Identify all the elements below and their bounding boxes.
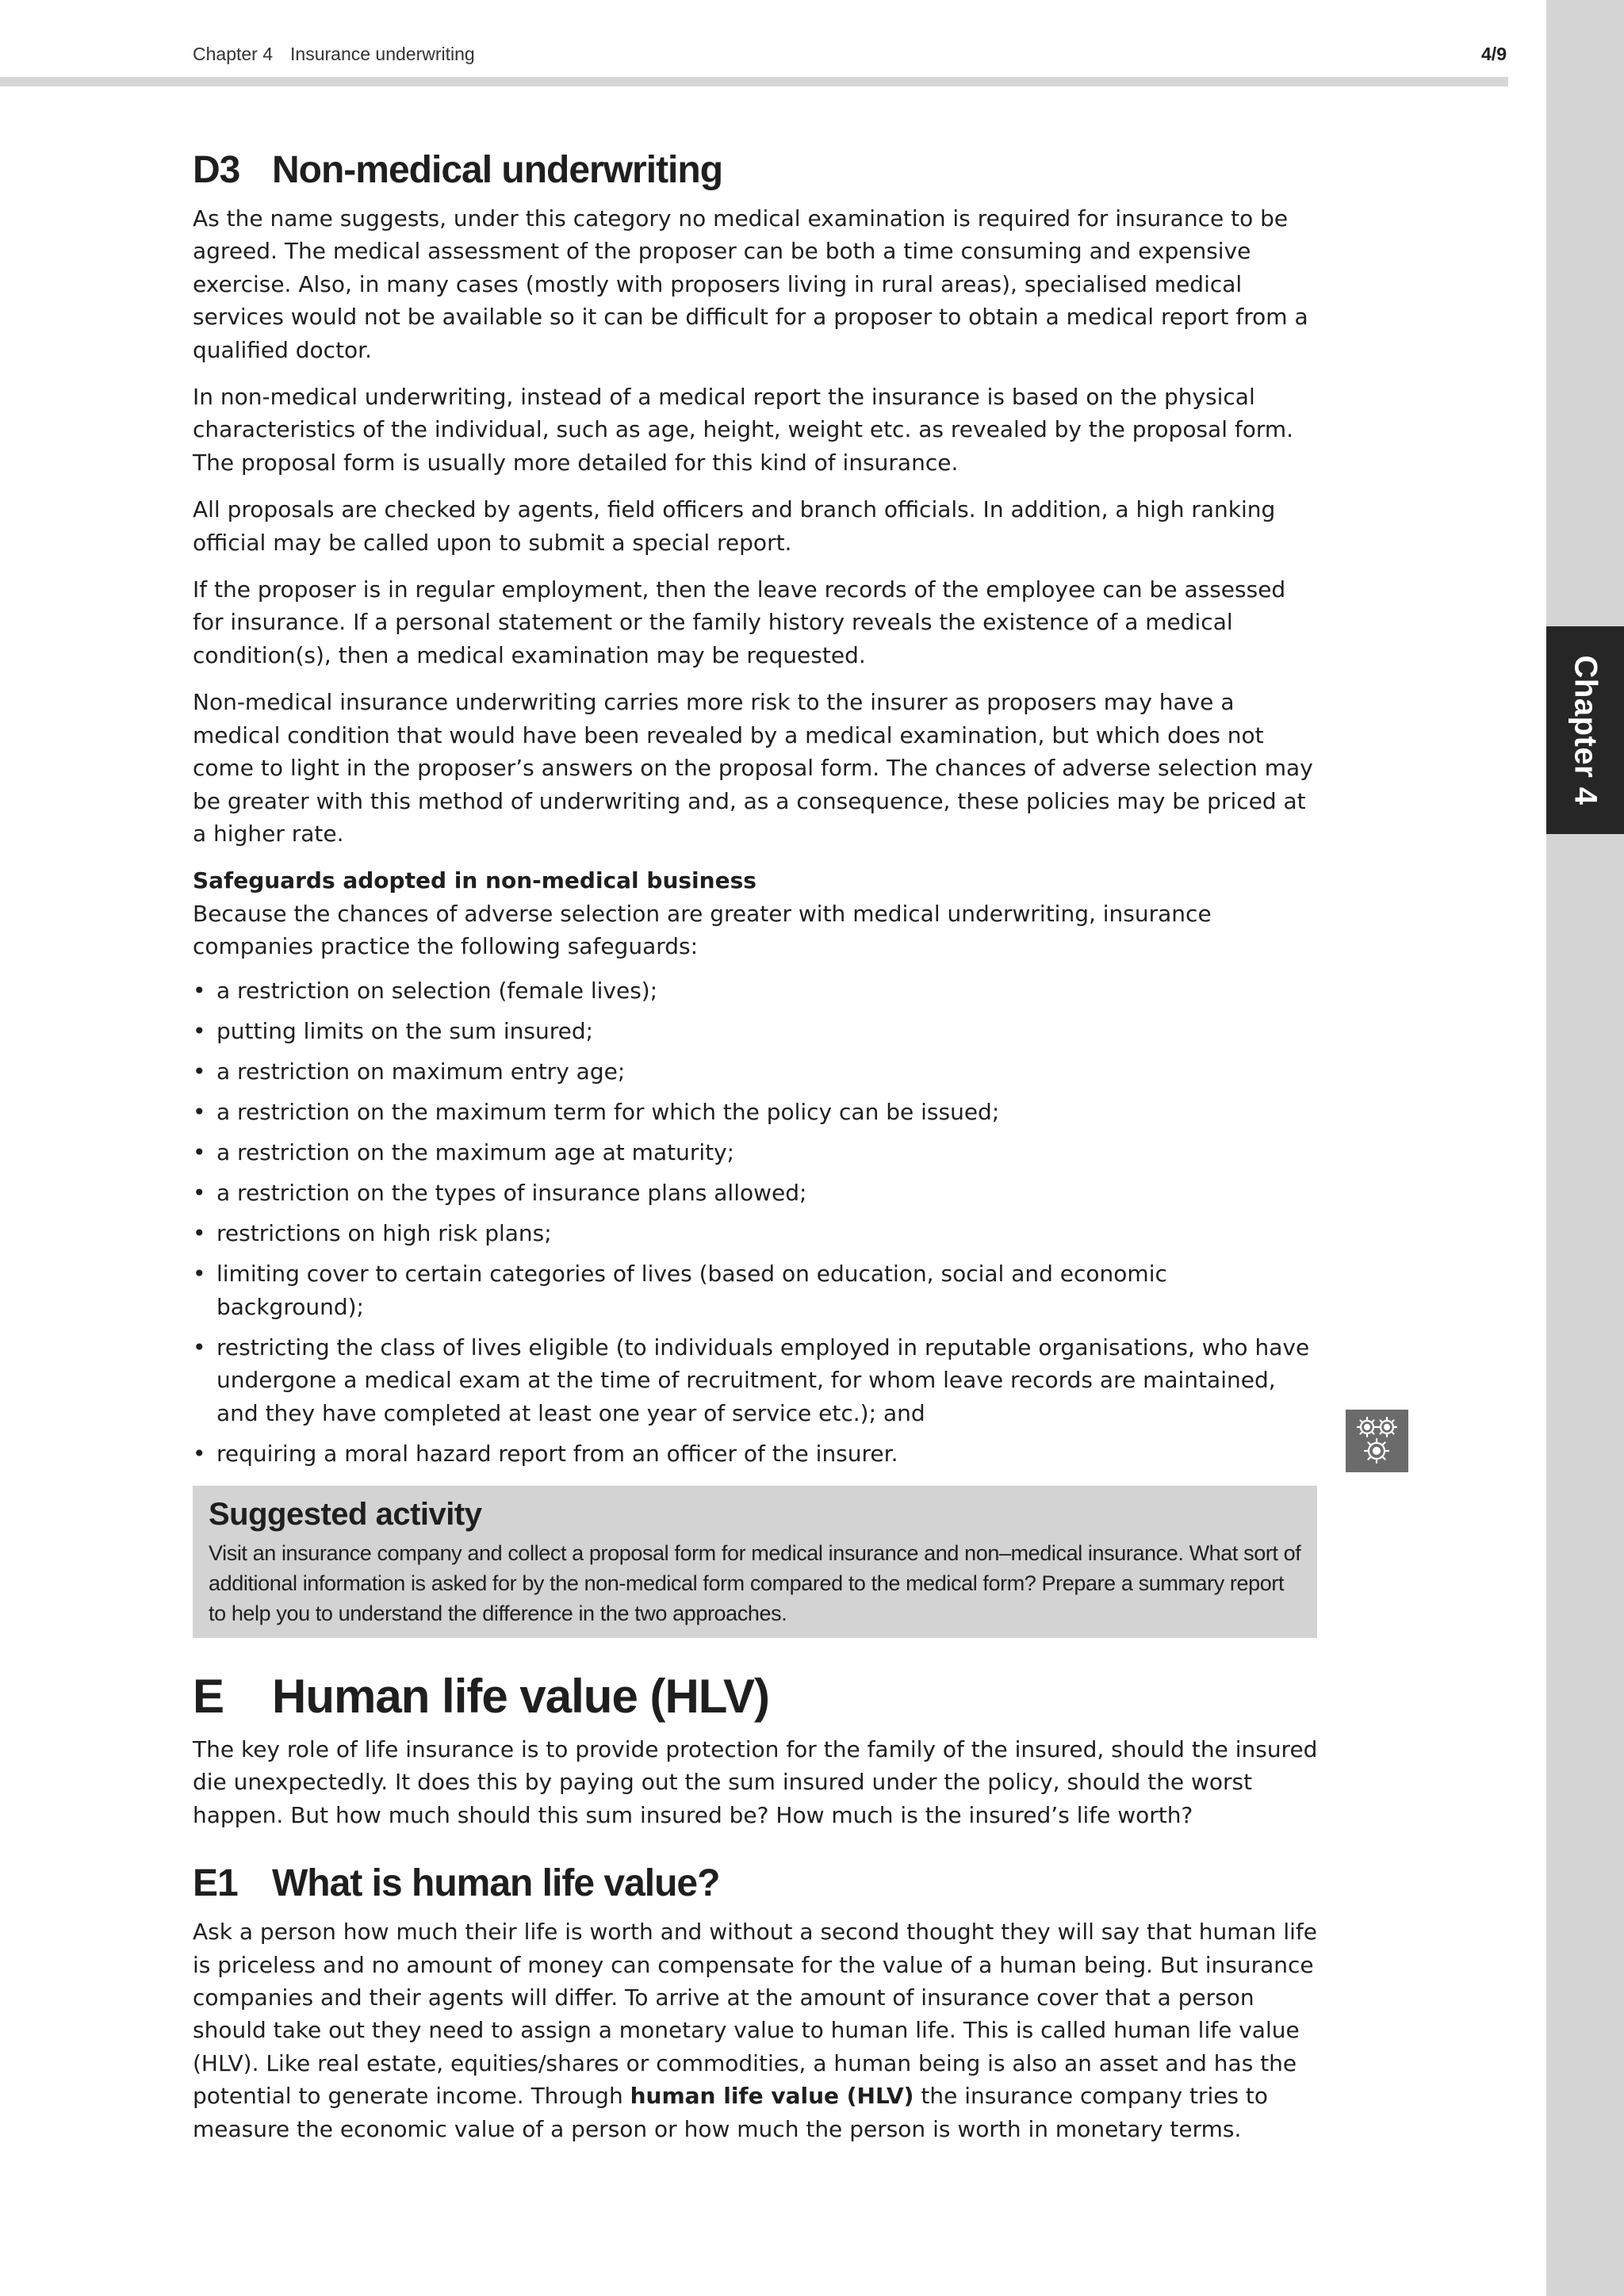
e-paragraph: The key role of life insurance is to provide protection for the family of the insured, should the insured die unexpectedly. It does this by paying out the sum insured under the policy, should the worst happen. But how much should this sum insured be? How much is the insured’s life worth? [193,1736,1318,1828]
chapter-side-tab-label: Chapter 4 [1568,655,1603,806]
list-item: • limiting cover to certain categories of lives (based on education, social and economic background); [193,1257,1319,1323]
safeguards-heading: Safeguards adopted in non-medical business [193,867,756,894]
list-item: • a restriction on the types of insurance plans allowed; [193,1177,1319,1209]
header-title: Insurance underwriting [290,44,475,64]
gears-icon [1346,1410,1408,1472]
header-chapter: Chapter 4 [193,44,274,64]
section-e-title: Human life value (HLV) [272,1670,769,1723]
list-item: • a restriction on selection (female lives); [193,974,1319,1007]
e1-paragraph-bold-term: human life value (HLV) [630,2083,914,2110]
list-item: • requiring a moral hazard report from an officer of the insurer. [193,1437,1319,1470]
d3-paragraph-5: Non-medical insurance underwriting carries more risk to the insurer as proposers may have a medical condition that would have been revealed by a medical examination, but which does not come to light in the proposer’s answers on the proposal form. The chances of adverse selection may be greater with this method of underwriting and, as a consequence, these policies may be priced at a higher rate. [193,689,1313,847]
d3-paragraph-1: As the name suggests, under this category no medical examination is required for insurance to be agreed. The medical assessment of the proposer can be both a time consuming and expensive exercise. Also, in many cases (mostly with proposers living in rural areas), specialised medical services would not be available so it can be difficult for a proposer to obtain a medical report from a qualified doctor. [193,205,1308,363]
section-e1-number: E1 [193,1862,238,1905]
e1-paragraph-start: Ask a person how much their life is worth and without a second thought they will say that human life is priceless and no amount of money can compensate for the value of a human being. But insurance companies and their agents will differ. To arrive at the amount of insurance cover that a person should take out they need to assign a monetary value to human life. This is called human life value (HLV). Like real estate, equities/shares or commodities, a human being is also an asset and has the potential to generate income. Through [193,1919,1317,2110]
section-e-heading [193,1665,1319,1728]
list-item: • a restriction on the maximum term for which the policy can be issued; [193,1096,1319,1128]
d3-paragraph-4: If the proposer is in regular employment, then the leave records of the employee can be assessed for insurance. If a personal statement or the family history reveals the existence of a medical condition(s), then a medical examination may be requested. [193,576,1286,668]
e1-paragraph-end: the insurance company tries to measure the economic value of a person or how much the person is worth in monetary terms. [193,2083,1269,2142]
section-e1-heading [193,1858,1319,1909]
section-e1-title: What is human life value? [272,1862,720,1905]
side-margin-strip [1546,0,1624,2296]
safeguards-list [193,974,1319,1470]
section-d3-number: D3 [193,149,240,191]
activity-title: Suggested activity [209,1497,482,1532]
list-item: • a restriction on maximum entry age; [193,1055,1319,1088]
list-item: • putting limits on the sum insured; [193,1015,1319,1047]
page-number: 4/9 [1481,44,1507,64]
header-rule [0,77,1508,86]
d3-paragraph-3: All proposals are checked by agents, field officers and branch officials. In addition, a high ranking official may be called upon to submit a special report. [193,496,1276,556]
safeguards-intro: Because the chances of adverse selection are greater with medical underwriting, insurance companies practice the following safeguards: [193,900,1212,960]
page-content [193,145,1319,2160]
d3-paragraph-2: In non-medical underwriting, instead of a medical report the insurance is based on the physical characteristics of the individual, such as age, height, weight etc. as revealed by the proposal form. The proposal form is usually more detailed for this kind of insurance. [193,384,1294,476]
running-header [193,44,475,65]
section-e-number: E [193,1670,224,1723]
chapter-side-tab [1546,626,1624,834]
list-item: • restrictions on high risk plans; [193,1217,1319,1249]
section-d3-title: Non-medical underwriting [272,149,723,191]
section-d3-heading [193,145,1319,196]
list-item: • restricting the class of lives eligible (to individuals employed in reputable organisations, who have undergone a medical exam at the time of recruitment, for whom leave records are maintained, and they have completed at least one year of service etc.); and [193,1331,1319,1429]
suggested-activity-box [193,1486,1317,1638]
list-item: • a restriction on the maximum age at maturity; [193,1136,1319,1169]
activity-text: Visit an insurance company and collect a proposal form for medical insurance and non–medical insurance. What sort of additional information is asked for by the non-medical form compared to the medical form? Prepare a summary report to help you to understand the difference in the two approaches. [209,1541,1301,1625]
e1-paragraph [193,1915,1319,2145]
